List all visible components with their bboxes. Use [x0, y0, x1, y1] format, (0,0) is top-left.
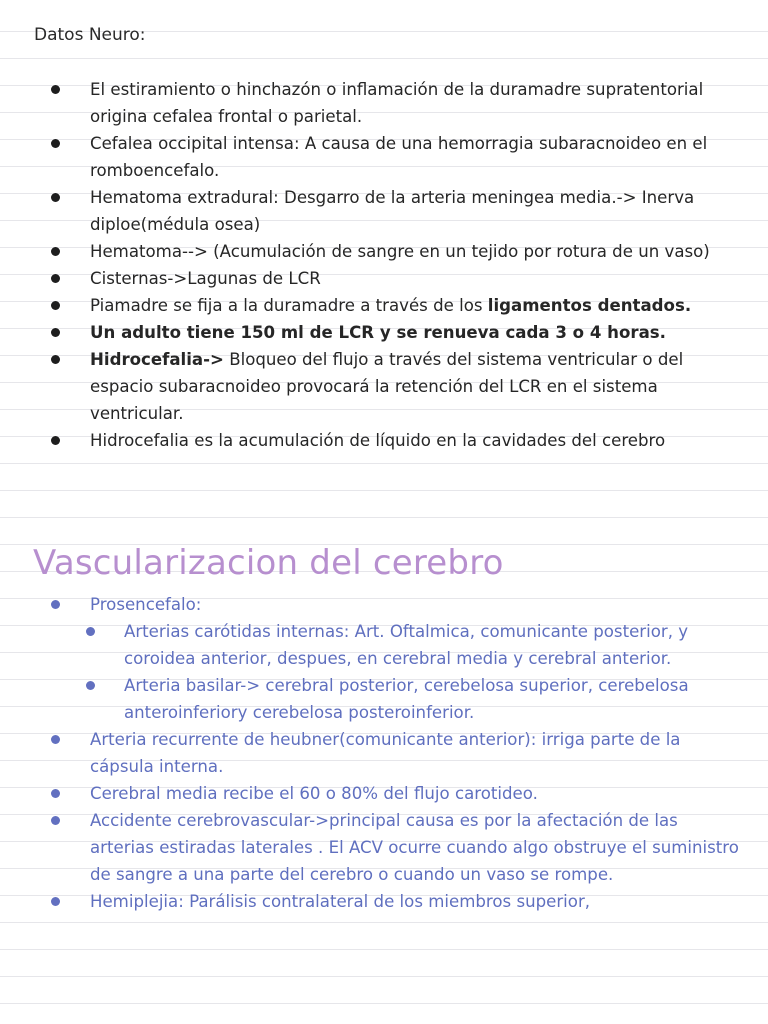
list-item [90, 76, 740, 130]
list-item-text: Arteria basilar-> cerebral posterior, cerebelosa superior, cerebelosa anteroinferiory cerebelosa posteroinferior. [124, 676, 689, 722]
bullet-icon [51, 735, 60, 744]
list-item-text: Cisternas->Lagunas de LCR [90, 269, 321, 288]
list-item-text: Arterias carótidas internas: Art. Oftalmica, comunicante posterior, y coroidea anterior, despues, en cerebral media y cerebral anterior. [124, 622, 689, 668]
bullet-icon [51, 897, 60, 906]
bullet-icon [51, 436, 60, 445]
bullet-icon [51, 789, 60, 798]
list-item [90, 888, 740, 915]
bullet-icon [86, 681, 95, 690]
list-item [90, 238, 740, 265]
bullet-icon [51, 328, 60, 337]
list-item-bold-text: Un adulto tiene 150 ml de LCR y se renueva cada 3 o 4 horas. [90, 323, 666, 342]
sub-list-item [124, 618, 740, 672]
list-item [90, 591, 740, 726]
section-heading: Vascularizacion del cerebro [33, 543, 504, 583]
bullet-icon [51, 816, 60, 825]
page-title: Datos Neuro: [34, 25, 146, 45]
list-item [90, 184, 740, 238]
list-item [90, 427, 740, 454]
list-item-bold-text: ligamentos dentados. [487, 296, 692, 315]
list-item [90, 292, 740, 319]
bullet-icon [51, 85, 60, 94]
list-item-text: Piamadre se fija a la duramadre a través de los [90, 296, 488, 315]
bullet-icon [51, 274, 60, 283]
bullet-icon [51, 193, 60, 202]
list-item [90, 265, 740, 292]
list-item-text: El estiramiento o hinchazón o inflamación de la duramadre supratentorial origina cefalea frontal o parietal. [90, 80, 704, 126]
list-item [90, 346, 740, 427]
bullet-icon [51, 355, 60, 364]
list-item [90, 319, 740, 346]
bullet-icon [86, 627, 95, 636]
list-item [90, 780, 740, 807]
bullet-icon [51, 600, 60, 609]
list-item-text: Accidente cerebrovascular->principal causa es por la afectación de las arterias estiradas laterales . El ACV ocurre cuando algo obstruye el suministro de sangre a una parte del cerebro o cuando un vaso se rompe. [90, 811, 739, 884]
list-item-text: Hemiplejia: Parálisis contralateral de los miembros superior, [90, 892, 591, 911]
sub-list-item [124, 672, 740, 726]
list-item-text: Cefalea occipital intensa: A causa de una hemorragia subaracnoideo en el romboencefalo. [90, 134, 708, 180]
bullet-icon [51, 139, 60, 148]
list-item-text: Hematoma--> (Acumulación de sangre en un tejido por rotura de un vaso) [90, 242, 710, 261]
list-item-text: Prosencefalo: [90, 595, 202, 614]
vascularization-list [90, 591, 740, 915]
list-item [90, 130, 740, 184]
bullet-icon [51, 301, 60, 310]
bullet-icon [51, 247, 60, 256]
list-item-bold-text: Hidrocefalia-> [90, 350, 224, 369]
list-item-text: Cerebral media recibe el 60 o 80% del flujo carotideo. [90, 784, 538, 803]
list-item [90, 807, 740, 888]
list-item-text: Arteria recurrente de heubner(comunicante anterior): irriga parte de la cápsula interna. [90, 730, 681, 776]
list-item-text: Hidrocefalia es la acumulación de líquido en la cavidades del cerebro [90, 431, 666, 450]
sub-list [90, 618, 740, 726]
list-item [90, 726, 740, 780]
neuro-list [90, 76, 740, 454]
list-item-text: Bloqueo del flujo a través del sistema ventricular o del espacio subaracnoideo provocará la retención del LCR en el sistema ventricular. [90, 350, 684, 423]
list-item-text: Hematoma extradural: Desgarro de la arteria meningea media.-> Inerva diploe(médula osea) [90, 188, 695, 234]
